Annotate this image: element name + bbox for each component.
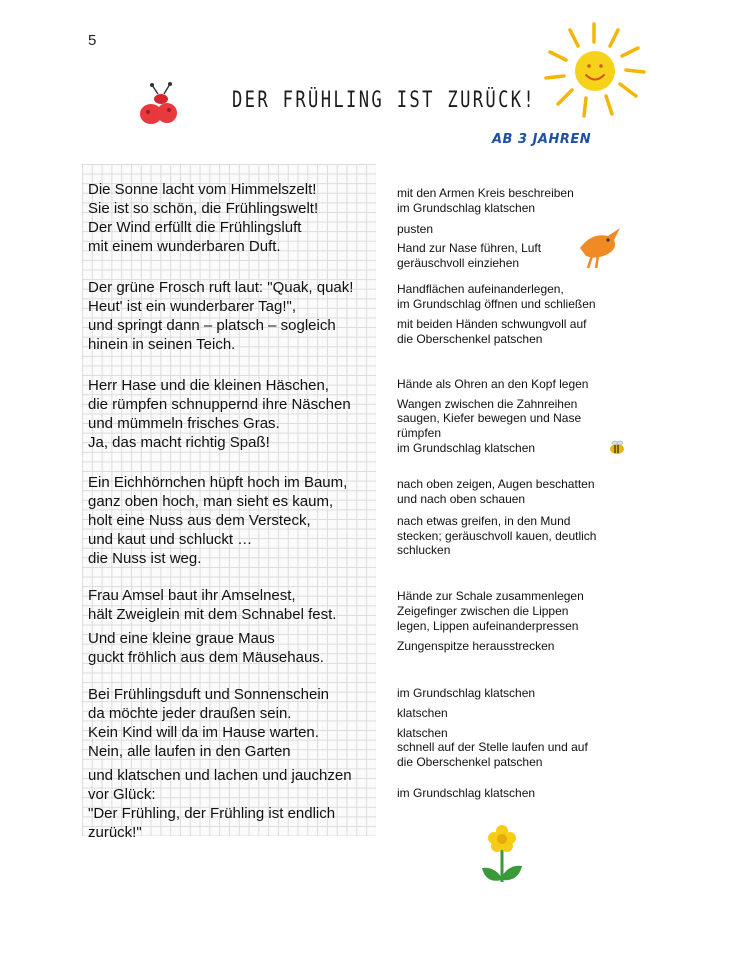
verse-line: Nein, alle laufen in den Garten: [88, 743, 291, 760]
verse-line: da möchte jeder draußen sein.: [88, 705, 292, 722]
action-line: im Grundschlag klatschen: [397, 441, 536, 455]
verse-line: die rümpfen schnuppernd ihre Näschen: [88, 396, 351, 413]
action-line: schlucken: [397, 543, 451, 557]
ladybug-icon: [136, 82, 184, 128]
action-line: schnell auf der Stelle laufen und auf: [397, 740, 588, 754]
page-number: 5: [88, 32, 97, 49]
verse-line: Kein Kind will da im Hause warten.: [88, 724, 319, 741]
verse-line: die Nuss ist weg.: [88, 550, 202, 567]
age-label: AB 3 JAHREN: [492, 132, 592, 147]
verse-line: Ja, das macht richtig Spaß!: [88, 434, 270, 451]
action-line: klatschen: [397, 706, 448, 720]
action-line: legen, Lippen aufeinanderpressen: [397, 619, 579, 633]
verse-line: und klatschen und lachen und jauchzen: [88, 767, 352, 784]
verse-line: und mümmeln frisches Gras.: [88, 415, 280, 432]
action-line: Wangen zwischen die Zahnreihen: [397, 397, 578, 411]
verse-line: hinein in seinen Teich.: [88, 336, 236, 353]
action-line: rümpfen: [397, 426, 442, 440]
bee-icon: [606, 440, 628, 456]
page-title: DER FRÜHLING IST ZURÜCK!: [232, 88, 537, 113]
action-line: und nach oben schauen: [397, 492, 526, 506]
verse-line: Herr Hase und die kleinen Häschen,: [88, 377, 329, 394]
verse-line: und springt dann – platsch – sogleich: [88, 317, 336, 334]
verse-line: Und eine kleine graue Maus: [88, 630, 275, 647]
action-line: Zungenspitze herausstrecken: [397, 639, 555, 653]
verse-line: Der grüne Frosch ruft laut: "Quak, quak!: [88, 279, 354, 296]
verse-line: vor Glück:: [88, 786, 156, 803]
action-line: mit beiden Händen schwungvoll auf: [397, 317, 587, 331]
action-line: nach etwas greifen, in den Mund: [397, 514, 571, 528]
verse-line: "Der Frühling, der Frühling ist endlich: [88, 805, 336, 822]
action-line: Hand zur Nase führen, Luft: [397, 241, 542, 255]
verse-line: hält Zweiglein mit dem Schnabel fest.: [88, 606, 337, 623]
flower-icon: [476, 822, 526, 890]
verse-line: Der Wind erfüllt die Frühlingsluft: [88, 219, 302, 236]
action-line: mit den Armen Kreis beschreiben: [397, 186, 574, 200]
action-line: pusten: [397, 222, 434, 236]
action-line: die Oberschenkel patschen: [397, 332, 543, 346]
verse-line: Ein Eichhörnchen hüpft hoch im Baum,: [88, 474, 348, 491]
verse-line: Heut' ist ein wunderbarer Tag!",: [88, 298, 297, 315]
verse-line: Sie ist so schön, die Frühlingswelt!: [88, 200, 319, 217]
action-line: klatschen: [397, 726, 448, 740]
action-line: im Grundschlag klatschen: [397, 686, 536, 700]
action-line: im Grundschlag klatschen: [397, 201, 536, 215]
action-line: die Oberschenkel patschen: [397, 755, 543, 769]
action-line: Hände als Ohren an den Kopf legen: [397, 377, 589, 391]
action-line: Hände zur Schale zusammenlegen: [397, 589, 584, 603]
verse-line: und kaut und schluckt …: [88, 531, 253, 548]
bird-icon: [574, 218, 626, 270]
action-line: geräuschvoll einziehen: [397, 256, 520, 270]
verse-line: Die Sonne lacht vom Himmelszelt!: [88, 181, 317, 198]
action-line: stecken; geräuschvoll kauen, deutlich: [397, 529, 597, 543]
verse-line: Bei Frühlingsduft und Sonnenschein: [88, 686, 329, 703]
verse-line: guckt fröhlich aus dem Mäusehaus.: [88, 649, 324, 666]
action-line: nach oben zeigen, Augen beschatten: [397, 477, 595, 491]
verse-line: Frau Amsel baut ihr Amselnest,: [88, 587, 296, 604]
action-line: saugen, Kiefer bewegen und Nase: [397, 411, 582, 425]
verse-line: zurück!": [88, 824, 142, 841]
verse-line: ganz oben hoch, man sieht es kaum,: [88, 493, 334, 510]
action-line: im Grundschlag öffnen und schließen: [397, 297, 596, 311]
sun-icon: [540, 20, 650, 120]
action-line: im Grundschlag klatschen: [397, 786, 536, 800]
verse-line: holt eine Nuss aus dem Versteck,: [88, 512, 311, 529]
action-line: Zeigefinger zwischen die Lippen: [397, 604, 569, 618]
verse-line: mit einem wunderbaren Duft.: [88, 238, 281, 255]
action-line: Handflächen aufeinanderlegen,: [397, 282, 564, 296]
